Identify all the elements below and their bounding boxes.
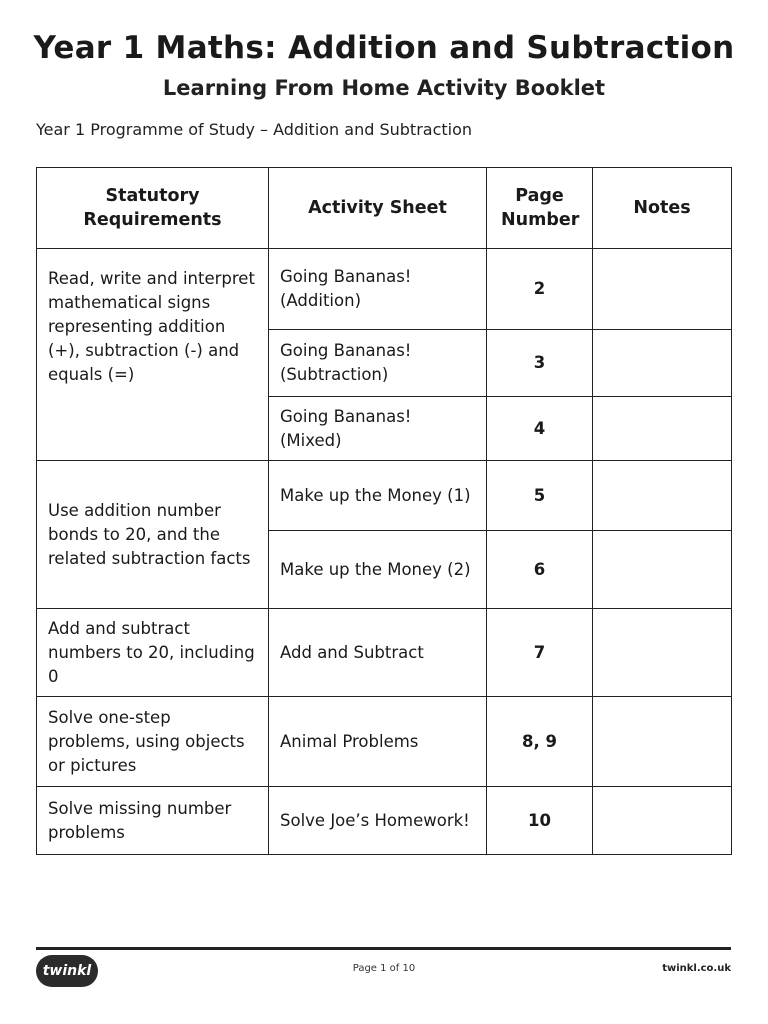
table-row [37, 249, 732, 330]
requirements-table [36, 167, 732, 855]
requirement-cell: Use addition number bonds to 20, and the related subtraction facts [37, 461, 269, 609]
notes-cell[interactable] [593, 531, 732, 609]
notes-cell[interactable] [593, 787, 732, 855]
activity-cell: Make up the Money (1) [269, 461, 487, 531]
notes-cell[interactable] [593, 609, 732, 697]
col-header-activity: Activity Sheet [269, 168, 487, 249]
table-row [37, 787, 732, 855]
logo-text: twinkl [42, 963, 92, 979]
page-number-cell: 5 [487, 461, 593, 531]
activity-cell: Make up the Money (2) [269, 531, 487, 609]
page-number-cell: 8, 9 [487, 697, 593, 787]
requirement-cell: Solve one-step problems, using objects or pictures [37, 697, 269, 787]
requirement-cell: Add and subtract numbers to 20, including 0 [37, 609, 269, 697]
page-number-cell: 10 [487, 787, 593, 855]
col-header-notes: Notes [593, 168, 732, 249]
notes-cell[interactable] [593, 330, 732, 397]
notes-cell[interactable] [593, 697, 732, 787]
page-indicator: Page 1 of 10 [352, 963, 416, 974]
page-number-cell: 2 [487, 249, 593, 330]
requirement-cell: Read, write and interpret mathematical signs representing addition (+), subtraction (-) and equals (=) [37, 249, 269, 461]
table-row [37, 461, 732, 531]
page-number-cell: 3 [487, 330, 593, 397]
page-number-cell: 7 [487, 609, 593, 697]
activity-cell: Add and Subtract [269, 609, 487, 697]
activity-cell: Solve Joe’s Homework! [269, 787, 487, 855]
col-header-requirements: Statutory Requirements [37, 168, 269, 249]
activity-cell: Going Bananas! (Mixed) [269, 397, 487, 461]
col-header-page: Page Number [487, 168, 593, 249]
notes-cell[interactable] [593, 397, 732, 461]
table-row [37, 697, 732, 787]
page-subtitle: Learning From Home Activity Booklet [162, 76, 606, 100]
footer-divider [36, 947, 731, 950]
notes-cell[interactable] [593, 249, 732, 330]
requirement-cell: Solve missing number problems [37, 787, 269, 855]
page-number-cell: 6 [487, 531, 593, 609]
activity-cell: Going Bananas! (Addition) [269, 249, 487, 330]
notes-cell[interactable] [593, 461, 732, 531]
page-number-cell: 4 [487, 397, 593, 461]
programme-of-study: Year 1 Programme of Study – Addition and Subtraction [36, 120, 473, 139]
page-title: Year 1 Maths: Addition and Subtraction [33, 30, 735, 66]
table-header-row [37, 168, 732, 249]
website-link[interactable]: twinkl.co.uk [662, 963, 731, 974]
activity-cell: Going Bananas! (Subtraction) [269, 330, 487, 397]
activity-cell: Animal Problems [269, 697, 487, 787]
table-row [37, 609, 732, 697]
